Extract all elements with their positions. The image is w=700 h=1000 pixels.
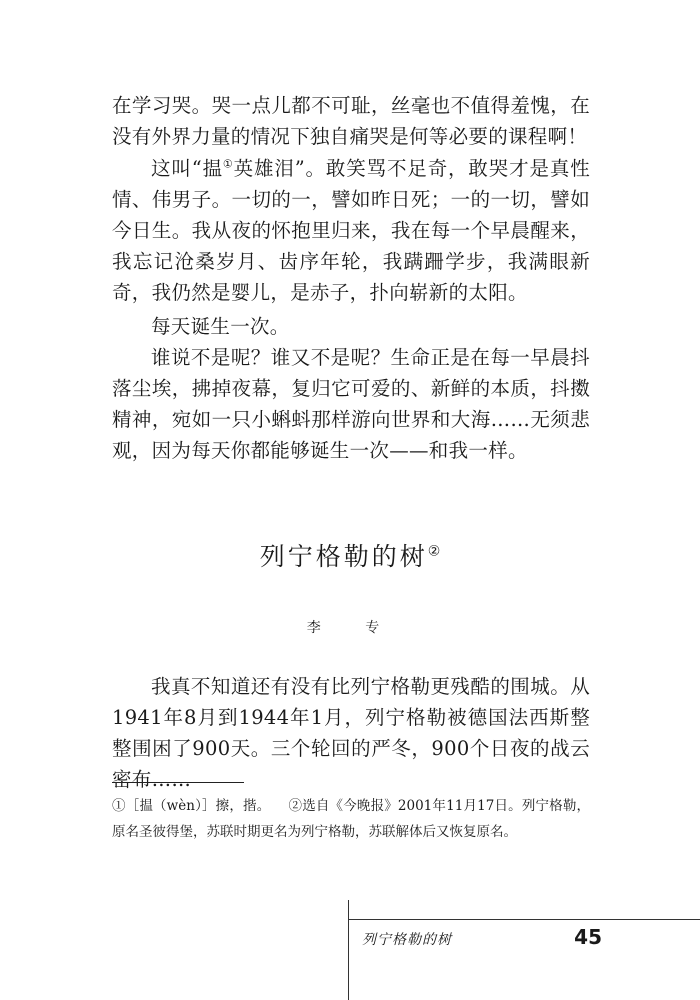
footnote-divider xyxy=(112,782,244,783)
footer-horizontal-rule xyxy=(348,919,700,920)
body-paragraph-1: 在学习哭。哭一点儿都不可耻，丝毫也不值得羞愧，在没有外界力量的情况下独自痛哭是何等必要的课程啊！ xyxy=(112,94,590,148)
running-title: 列宁格勒的树 xyxy=(362,932,452,948)
body-paragraph-4: 谁说不是呢？谁又不是呢？生命正是在每一早晨抖落尘埃，拂掉夜幕，复归它可爱的、新鲜的本质，抖擞精神，宛如一只小蝌蚪那样游向世界和大海……无须悲观，因为每天你都能够诞生一次——和我一样。 xyxy=(112,346,590,462)
footer-vertical-rule xyxy=(348,900,349,1000)
footnote-1: ①［揾（wèn）］擦，揩。 xyxy=(112,798,271,814)
footnote-2: ②选自《今晚报》2001年11月17日。列宁格勒，原名圣彼得堡，苏联时期更名为列宁格勒，苏联解体后又恢复原名。 xyxy=(112,798,590,840)
article-title xyxy=(0,537,700,573)
footnote-marker-1: ① xyxy=(222,157,234,171)
paragraph-2-rest: 英雄泪”。敢笑骂不足奇，敢哭才是真性情、伟男子。一切的一，譬如昨日死；一的一切，譬如今日生。我从夜的怀抱里归来，我在每一个早晨醒来，我忘记沧桑岁月、齿序年轮，我蹒跚学步，我满眼新奇，我仍然是婴儿，是赤子，扑向崭新的太阳。 xyxy=(112,157,590,304)
article-author: 李 专 xyxy=(306,620,394,636)
footnote-marker-2: ② xyxy=(427,543,441,560)
paragraph-2-start: 这叫“揾 xyxy=(151,157,223,180)
body-paragraph-2 xyxy=(112,153,590,308)
footnotes xyxy=(112,793,590,845)
page-number: 45 xyxy=(574,925,602,949)
body-paragraph-3: 每天诞生一次。 xyxy=(151,315,290,338)
article-paragraph-1: 我真不知道还有没有比列宁格勒更残酷的围城。从1941年8月到1944年1月，列宁格勒被德国法西斯整整围困了900天。三个轮回的严冬，900个日夜的战云密布…… xyxy=(112,675,590,791)
article-title-text: 列宁格勒的树 xyxy=(259,542,428,571)
